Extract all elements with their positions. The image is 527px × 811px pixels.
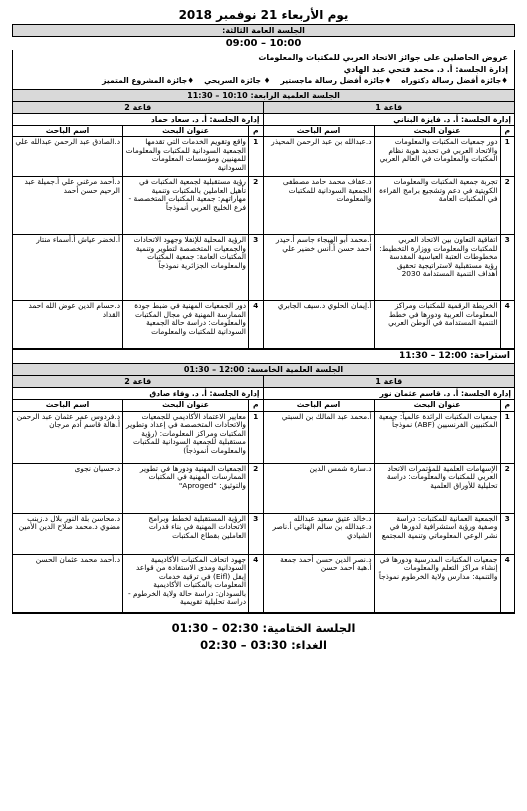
paper-title: الإسهامات العلمية للمؤتمرات الاتحاد العربي للمكتبات والمعلومات: دراسة تحليلية للأوراق العلمية (374, 463, 500, 513)
award-item: ♦جائزة أفضل رسالة دكتوراه (401, 76, 508, 85)
row-num: 1 (249, 137, 263, 177)
paper-title: الرؤية المستقبلية لخطط وبرامج الاتحادات المهنية في بناء قدرات العاملين بقطاع المكتبات (123, 513, 249, 554)
lunch-label: الغداء: (291, 637, 327, 652)
table-header-row (13, 126, 263, 137)
table-row (264, 137, 515, 177)
session3-body (12, 50, 515, 90)
table-row (13, 463, 263, 513)
col-author: اسم الباحث (13, 400, 123, 411)
col-author: اسم الباحث (264, 126, 375, 137)
row-num: 4 (249, 554, 263, 612)
table-row (264, 513, 515, 554)
closing-session (12, 620, 515, 637)
col-title: عنوان البحث (123, 400, 249, 411)
row-num: 4 (500, 554, 514, 612)
paper-title: الجمعية العمانية للمكتبات: دراسة وصفية ورؤية استشرافية لدورها في نشر الوعي المعلوماتي وتنمية المجتمع (374, 513, 500, 554)
lunch-time: 02:30 – 03:30 (200, 637, 288, 652)
paper-author: د.أحمد مرغني علي أ.جميلة عبد الرحيم حسن أحمد (13, 177, 123, 235)
paper-author: د.سارة شمس الدين (264, 463, 375, 513)
award-item: ♦جائزة أفضل رسالة ماجستير (280, 76, 392, 85)
break-label: استراحة: (470, 351, 510, 361)
row-num: 4 (500, 301, 514, 349)
table-header-row (264, 400, 515, 411)
table-row (264, 554, 515, 612)
paper-title: جمعيات المكتبات الرائدة عالمياً: جمعية المكتبيين الفرنسيين (ABF) نموذجاً (374, 411, 500, 463)
row-num: 1 (500, 137, 514, 177)
paper-title: رؤية مستقبلية لجمعية المكتبات في تأهيل العاملين بالمكتبات وتنمية مهاراتهم: جمعية المكتبات المتخصصة - فرع الخليج العربي أنموذجاً (123, 177, 249, 235)
hall-name: قاعة 2 (13, 102, 263, 114)
paper-author: د.نصر الدين حسن أحمد جمعة أ.هبة أحمد حسن (264, 554, 375, 612)
awards-list (19, 75, 508, 87)
table-row (13, 301, 263, 349)
col-author: اسم الباحث (13, 126, 123, 137)
session5-halls (12, 376, 515, 614)
col-num: م (249, 126, 263, 137)
row-num: 1 (249, 411, 263, 463)
break-time: 11:30 – 12:00 (398, 351, 468, 361)
table-row (264, 177, 515, 235)
paper-author: د.الصادق عبد الرحمن عبدالله علي (13, 137, 123, 177)
row-num: 2 (500, 177, 514, 235)
paper-title: معايير الاعتماد الأكاديمي للجمعيات والاتحادات المتخصصة في إعداد وتطوير المكتبات ومراكز المعلومات: (رؤية مستقبلية للجمعية السودانية للمكتبات والمعلومات أنموذجاً) (123, 411, 249, 463)
paper-author: أ.لخضر عياش أ.أسماء منتار (13, 235, 123, 301)
paper-author: أ.إيمان الحلوي د.سيف الجابري (264, 301, 375, 349)
table-row (264, 463, 515, 513)
closing-label: الجلسة الختامية: (262, 620, 356, 635)
hall-name: قاعة 1 (264, 102, 515, 114)
hall-moderator: إدارة الجلسة: أ. د. فايزة البناني (264, 114, 515, 126)
table-row (13, 554, 263, 612)
paper-author: د.فردوس عمر عثمان عبد الرحمن أ.هالة قاسم أدم مرجان (13, 411, 123, 463)
row-num: 2 (249, 463, 263, 513)
paper-title: جهود اتحاف المكتبات الأكاديمية السودانية ومدى الاستفادة من قواعد إيفل (Eifl) في ترقية خدمات المعلومات بالمكتبات الأكاديمية بالسودان: دراسة حالة ولاية الخرطوم - دراسة تحليلية تقويمية (123, 554, 249, 612)
papers-table (264, 400, 515, 613)
hall-moderator: إدارة الجلسة: أ. د. وفاء صادق (13, 388, 263, 400)
award-item: ♦جائزة المشروع المتميز (102, 76, 195, 85)
paper-title: جمعيات المكتبات المدرسية ودورها في إنشاء مراكز التعلم والمعلومات والتنمية: مدارس ولاية الخرطوم نموذجاً (374, 554, 500, 612)
row-num: 3 (500, 235, 514, 301)
session3-heading: الجلسة العامة الثالثة: (12, 24, 515, 37)
session4-hall1 (264, 102, 515, 350)
row-num: 3 (249, 235, 263, 301)
paper-title: الخريطة الرقمية للمكتبات ومراكز المعلومات العربية ودورها في خطط التنمية المستدامة في الوطن العربي (374, 301, 500, 349)
session5-hall1 (264, 376, 515, 613)
session5-hall2 (13, 376, 264, 613)
row-num: 3 (249, 513, 263, 554)
col-num: م (500, 126, 514, 137)
paper-title: اتفاقية التعاون بين الاتحاد العربي للمكتبات والمعلومات ووزارة التخطيط: مخطوطات العتبة العباسية المقدسة رؤية مستقبلية لاستراتيجية تحقيق أهداف التنمية المستدامة 2030 (374, 235, 500, 301)
col-author: اسم الباحث (264, 400, 375, 411)
paper-author: أ.محمد أبو الهيجاء جاسم أ.حيدر أحمد حسن أ.أنس خضير علي (264, 235, 375, 301)
table-row (13, 513, 263, 554)
closing-time: 01:30 – 02:30 (171, 620, 259, 635)
row-num: 1 (500, 411, 514, 463)
paper-title: الرؤية المحلية للإنفلا وجهود الاتحادات والجمعيات المتخصصة لتطوير وتنمية المكتبات العامة: جمعية المكتبات والمعلومات الجزائرية نموذجاً (123, 235, 249, 301)
paper-author: د.خالد عتيق سعيد عبدالله د.عبدالله بن سالم الهنائي أ.ناصر الشيادي (264, 513, 375, 554)
session3-moderator: إدارة الجلسة: أ. د. محمد فتحي عبد الهادي (343, 64, 508, 74)
paper-author: د.حسيان نجوى (13, 463, 123, 513)
paper-author: د.محاسن بلة النور بلال د.زينب مضوي د.محمد صلاح الدين الأمين (13, 513, 123, 554)
lunch (12, 637, 515, 654)
table-row (13, 235, 263, 301)
col-title: عنوان البحث (374, 400, 500, 411)
table-row (264, 235, 515, 301)
paper-title: الجمعيات المهنية ودورها في تطوير الممارسات المهنية في المكتبات والتوثيق: "Aproged" (123, 463, 249, 513)
row-num: 2 (249, 177, 263, 235)
hall-name: قاعة 1 (264, 376, 515, 388)
papers-table (13, 126, 263, 350)
session4-hall2 (13, 102, 264, 350)
table-header-row (13, 400, 263, 411)
table-row (264, 301, 515, 349)
paper-title: واقع وتقويم الخدمات التي تقدمها الجمعية السودانية للمكتبات والمعلومات للمهنيين ومؤسسات المعلومات السودانية (123, 137, 249, 177)
col-num: م (500, 400, 514, 411)
table-row (13, 177, 263, 235)
row-num: 2 (500, 463, 514, 513)
session5-heading: الجلسة العلمية الخامسة: 12:00 – 01:30 (12, 364, 515, 376)
row-num: 3 (500, 513, 514, 554)
paper-author: د.أحمد محمد عثمان الحسن (13, 554, 123, 612)
row-num: 4 (249, 301, 263, 349)
day-title: يوم الأربعاء 21 نوفمبر 2018 (178, 8, 349, 22)
table-row (13, 137, 263, 177)
hall-moderator: إدارة الجلسة: أ. د. قاسم عثمان نور (264, 388, 515, 400)
session3-topic: عروض الحاصلين على جوائز الاتحاد العربي للمكتبات والمعلومات (258, 53, 508, 62)
table-header-row (264, 126, 515, 137)
hall-name: قاعة 2 (13, 376, 263, 388)
session4-halls (12, 102, 515, 351)
paper-author: د.عفاف محمد حامد مصطفى الجمعية السودانية للمكتبات والمعلومات (264, 177, 375, 235)
paper-author: د.حسام الدين عوض الله احمد القداد (13, 301, 123, 349)
session3-time: 09:00 – 10:00 (225, 38, 302, 49)
paper-title: تجربة جمعية المكتبات والمعلومات الكويتية في دعم وتشجيع برامج القراءة في المكتبات العامة (374, 177, 500, 235)
paper-author: أ.محمد عبد المالك بن السبتي (264, 411, 375, 463)
paper-title: دور جمعيات المكتبات والمعلومات والاتحاد العربي في تحديد هوية نظام المكتبات والمعلومات في العالم العربي (374, 137, 500, 177)
hall-moderator: إدارة الجلسة: أ. د. سعاد حماد (13, 114, 263, 126)
session4-heading: الجلسة العلمية الرابعة: 10:10 – 11:30 (12, 90, 515, 102)
col-num: م (249, 400, 263, 411)
papers-table (13, 400, 263, 613)
paper-author: د.عبدالله بن عبد الرحمن المحيذر (264, 137, 375, 177)
break-row (12, 350, 515, 364)
col-title: عنوان البحث (123, 126, 249, 137)
col-title: عنوان البحث (374, 126, 500, 137)
table-row (264, 411, 515, 463)
papers-table (264, 126, 515, 350)
paper-title: دور الجمعيات المهنية في ضبط جودة الممارسة المهنية في مجال المكتبات والمعلومات: دراسة حالة الجمعية السودانية للمكتبات والمعلومات (123, 301, 249, 349)
table-row (13, 411, 263, 463)
award-item: ♦ جائزة السريحي (204, 76, 271, 85)
